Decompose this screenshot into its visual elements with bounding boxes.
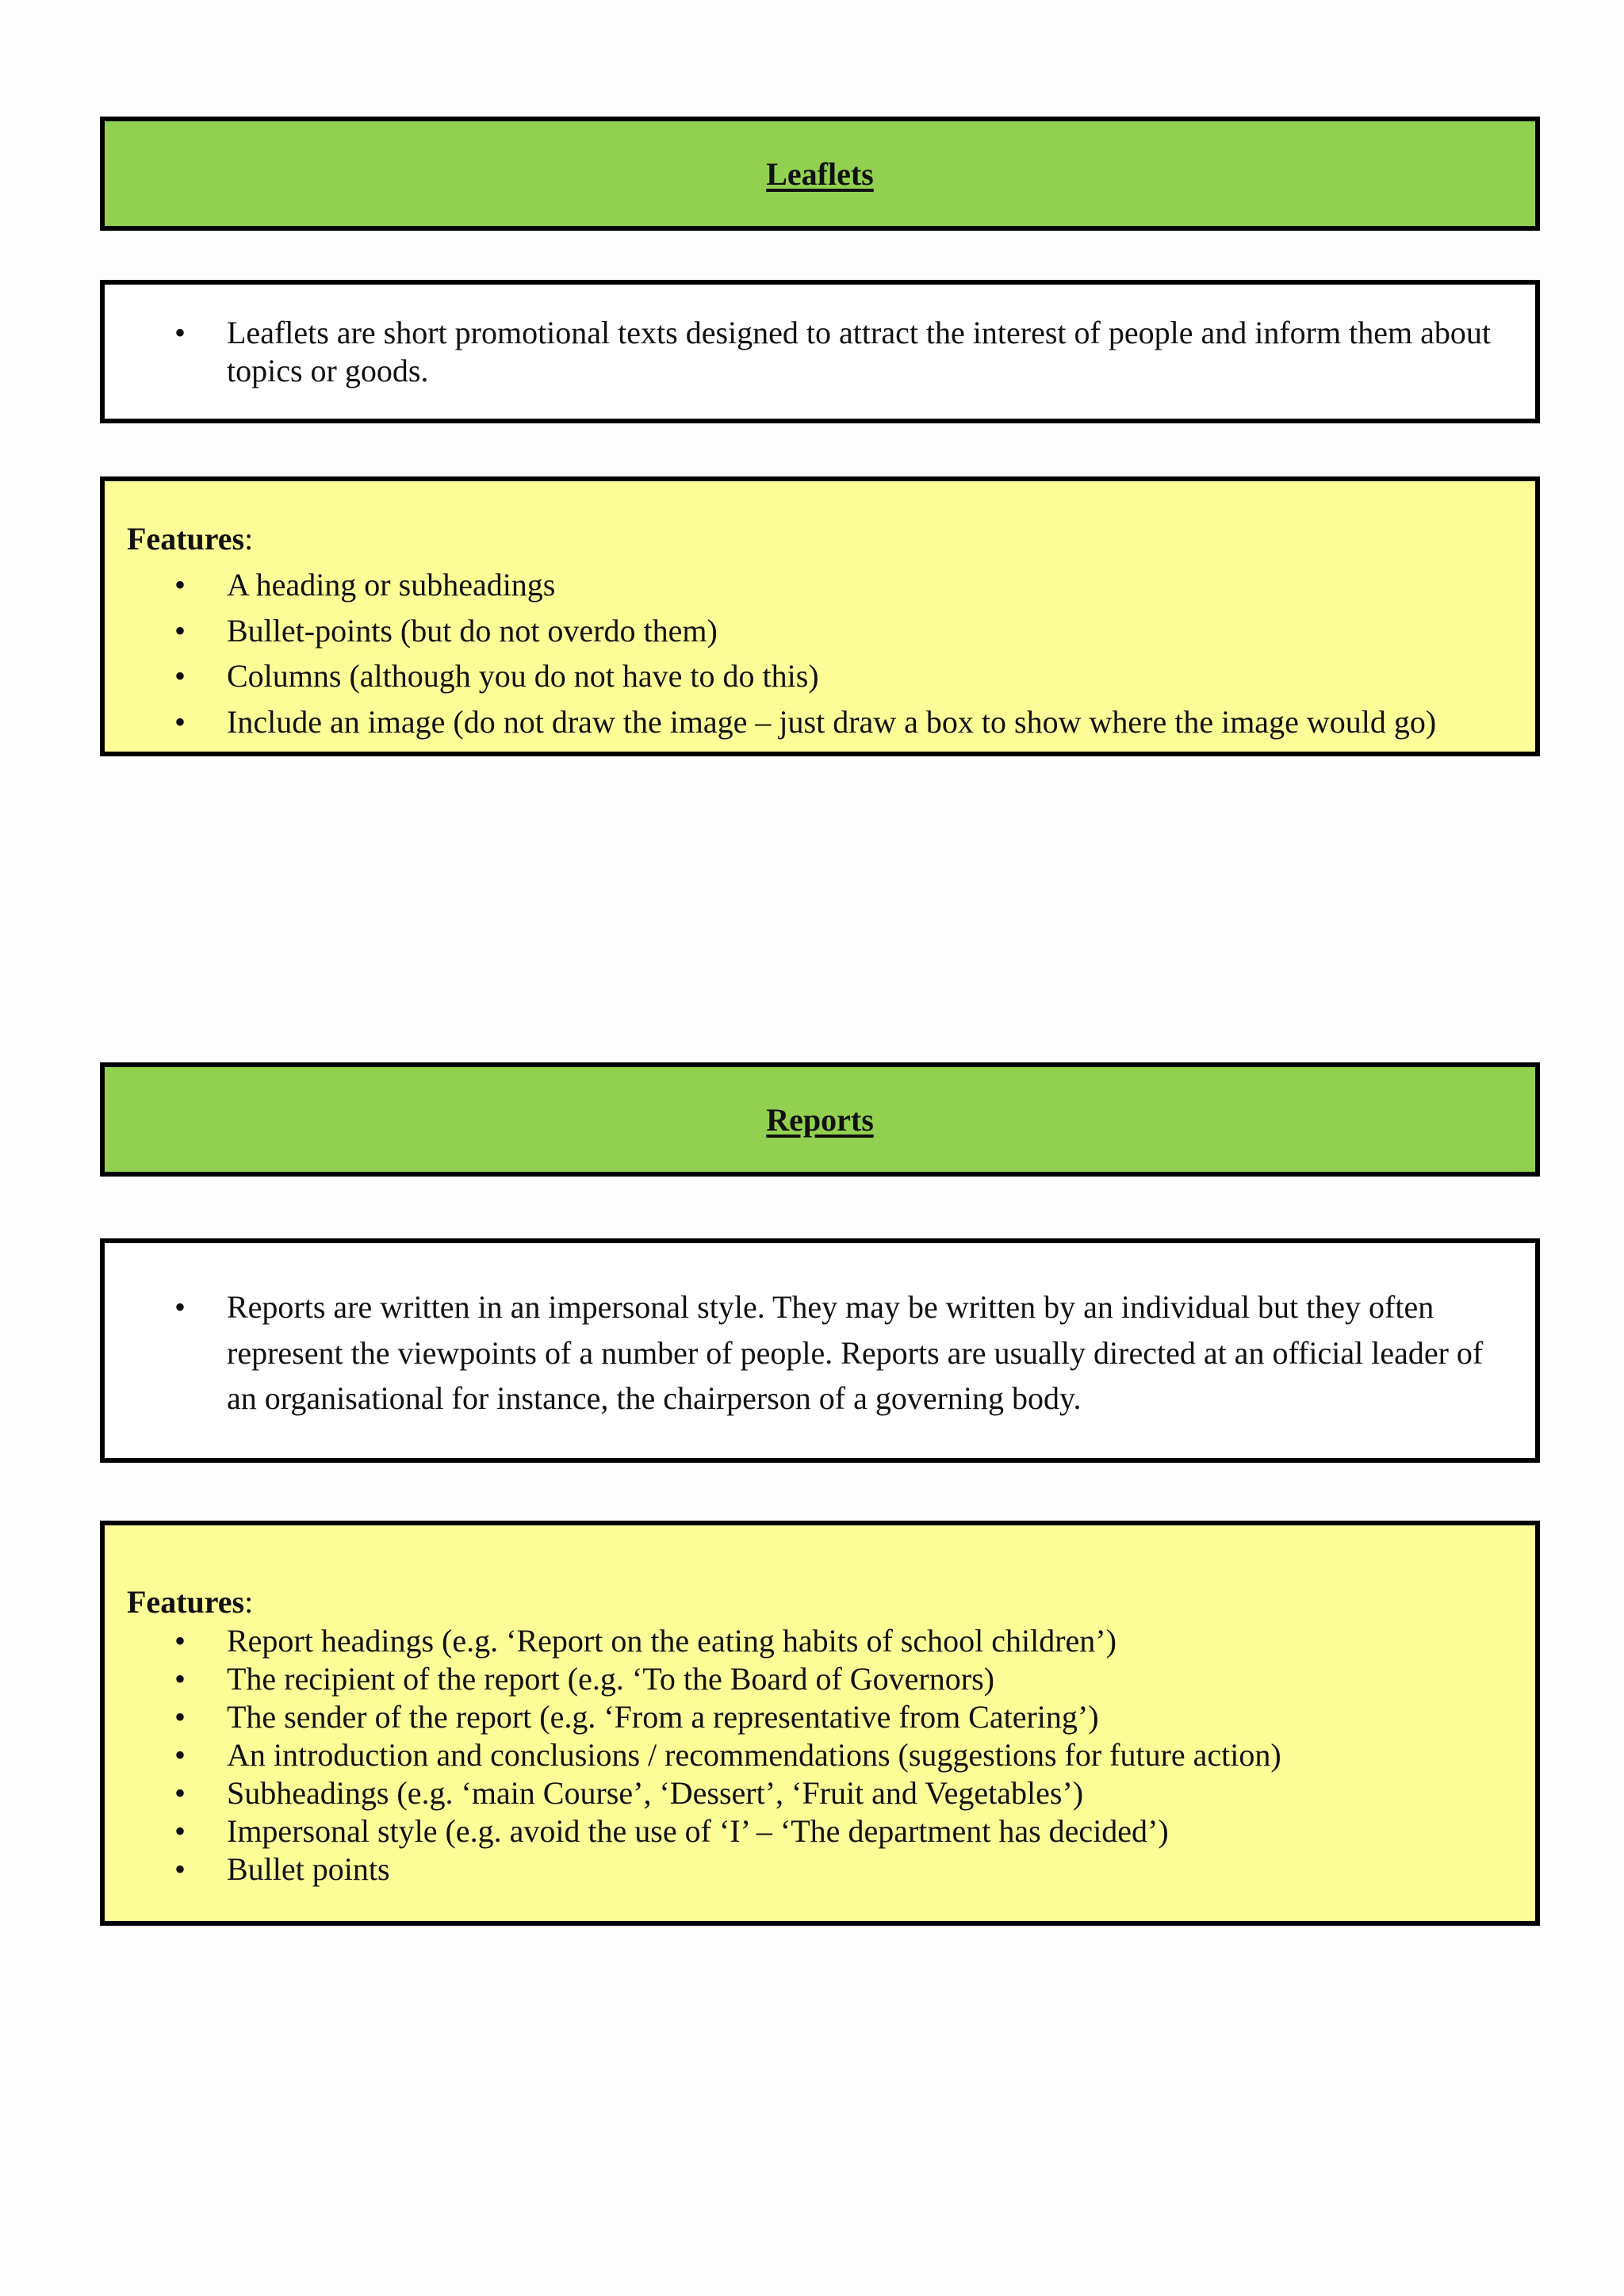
list-item <box>105 1850 1535 1888</box>
bullet-icon: • <box>174 703 186 740</box>
bullet-icon: • <box>174 658 186 694</box>
leaflets-features-list <box>105 562 1535 744</box>
reports-title: Reports <box>766 1101 874 1138</box>
list-item <box>105 608 1535 654</box>
bullet-icon: • <box>174 1699 186 1735</box>
leaflets-title: Leaflets <box>766 155 874 192</box>
feature-text: Columns (although you do not have to do this) <box>227 658 819 694</box>
leaflets-title-box <box>100 117 1540 231</box>
bullet-icon: • <box>174 1623 186 1659</box>
leaflets-features-heading <box>105 481 1535 562</box>
bullet-icon: • <box>174 612 186 649</box>
feature-text: Report headings (e.g. ‘Report on the eating habits of school children’) <box>227 1623 1116 1659</box>
list-item <box>105 1812 1535 1850</box>
bullet-icon: • <box>174 1661 186 1697</box>
feature-text: An introduction and conclusions / recommendations (suggestions for future action) <box>227 1737 1281 1773</box>
reports-title-box <box>100 1062 1540 1177</box>
bullet-icon: • <box>174 1851 186 1887</box>
bullet-icon: • <box>174 1289 186 1325</box>
leaflets-features-colon: : <box>244 521 254 557</box>
feature-text: Subheadings (e.g. ‘main Course’, ‘Dessert’, ‘Fruit and Vegetables’) <box>227 1775 1084 1811</box>
feature-text: A heading or subheadings <box>227 567 556 603</box>
reports-features-box <box>100 1521 1540 1926</box>
feature-text: Include an image (do not draw the image – just draw a box to show where the image would go) <box>227 703 1437 740</box>
bullet-icon: • <box>174 1813 186 1849</box>
reports-intro-list <box>105 1243 1535 1422</box>
feature-text: The recipient of the report (e.g. ‘To the Board of Governors) <box>227 1661 994 1697</box>
feature-text: Impersonal style (e.g. avoid the use of ‘I’ – ‘The department has decided’) <box>227 1813 1169 1849</box>
reports-intro-item <box>105 1284 1500 1422</box>
bullet-icon: • <box>174 315 186 350</box>
feature-text: Bullet-points (but do not overdo them) <box>227 612 718 649</box>
leaflets-intro-item <box>105 314 1496 390</box>
list-item <box>105 699 1535 745</box>
list-item <box>105 653 1535 699</box>
list-item <box>105 1774 1535 1812</box>
list-item <box>105 1660 1535 1698</box>
list-item <box>105 1698 1535 1736</box>
reports-features-colon: : <box>244 1584 254 1620</box>
leaflets-intro-text: Leaflets are short promotional texts designed to attract the interest of people and inform them about topics or goods. <box>227 315 1491 388</box>
reports-intro-box <box>100 1238 1540 1463</box>
feature-text: Bullet points <box>227 1851 390 1887</box>
leaflets-features-label: Features <box>127 521 245 557</box>
reports-features-heading <box>105 1525 1535 1622</box>
leaflets-intro-list <box>105 285 1535 390</box>
list-item <box>105 1622 1535 1660</box>
feature-text: The sender of the report (e.g. ‘From a representative from Catering’) <box>227 1699 1099 1735</box>
list-item <box>105 562 1535 608</box>
reports-features-label: Features <box>127 1584 245 1620</box>
reports-intro-text: Reports are written in an impersonal style. They may be written by an individual but they often represent the viewpoints of a number of people. Reports are usually directed at an official leader of an organisational for instance, the chairperson of a governing body. <box>227 1289 1484 1416</box>
leaflets-features-box <box>100 476 1540 756</box>
bullet-icon: • <box>174 1775 186 1811</box>
bullet-icon: • <box>174 567 186 603</box>
reports-features-list <box>105 1622 1535 1888</box>
bullet-icon: • <box>174 1737 186 1773</box>
list-item <box>105 1736 1535 1774</box>
leaflets-intro-box <box>100 280 1540 423</box>
